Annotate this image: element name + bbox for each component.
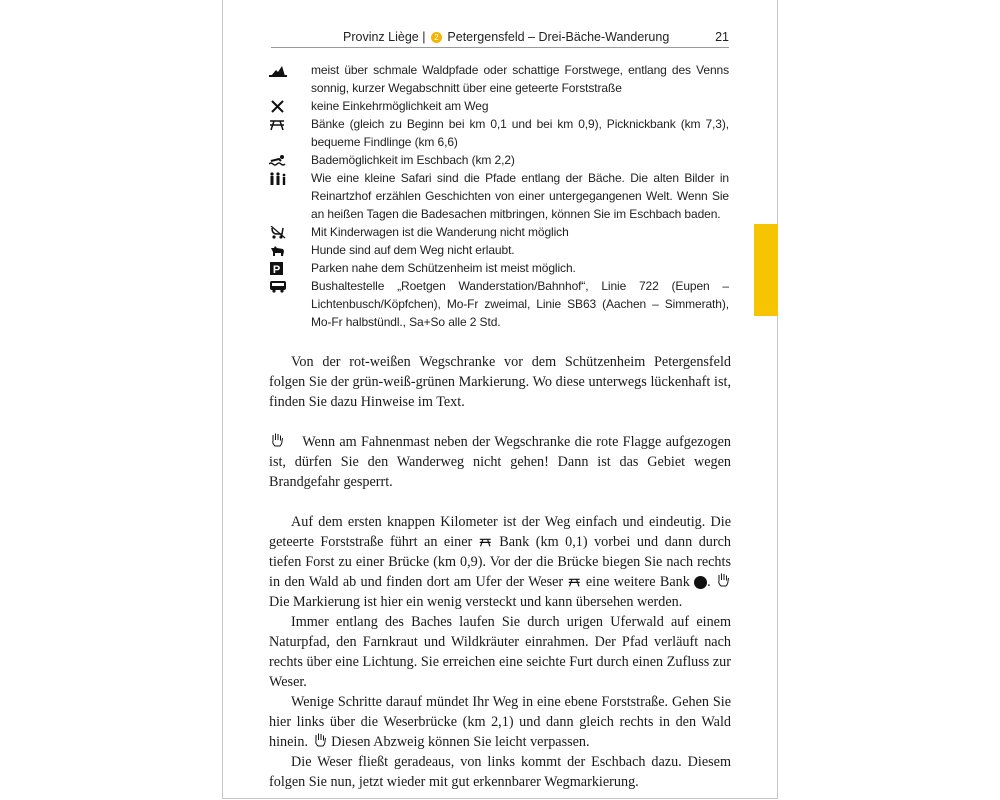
info-item-swim <box>269 151 729 169</box>
hand-warning-icon <box>312 732 328 748</box>
info-text: keine Einkehrmöglichkeit am Weg <box>311 99 489 113</box>
tour-info-list <box>269 61 729 331</box>
info-item-food <box>269 97 729 115</box>
path-icon <box>269 64 287 77</box>
page-number: 21 <box>715 30 729 44</box>
info-text: Bademöglichkeit im Eschbach (km 2,2) <box>311 153 515 167</box>
paragraph-intro: Von der rot-weißen Wegschranke vor dem Schützenheim Petergensfeld folgen Sie der grün-weiß-grünen Markierung. Wo diese unterwegs lückenhaft ist, finden Sie dazu Hinweise im Text. <box>269 354 731 410</box>
text-run: Die Markierung ist hier ein wenig versteckt und kann übersehen werden. <box>269 594 683 610</box>
info-text: Wie eine kleine Safari sind die Pfade entlang der Bäche. Die alten Bilder in Reinartzhof erzählen Geschichten von einer untergegangenen Welt. Wenn Sie an heißen Tagen die Badesachen mitbringen, können Sie im Eschbach baden. <box>311 171 729 221</box>
text-run: Wenige Schritte darauf mündet Ihr Weg in eine ebene Forststraße. Gehen Sie hier links über die Weserbrücke (km 2,1) und dann gleich rechts in den Wald hinein. <box>269 694 731 750</box>
text-run: Auf dem ersten knappen Kilometer ist der Weg einfach und eindeutig. Die geteerte Forststraße führt an einer <box>269 514 731 550</box>
text-run: Bank (km 0,1) vorbei und dann durch tiefen Forst zu einer Brücke (km 0,9). Vor der die Brücke biegen Sie nach rechts in den Wald ab und finden dort am Ufer der Weser <box>269 534 732 590</box>
info-item-parking <box>269 259 729 277</box>
text-run: eine weitere Bank <box>581 574 695 590</box>
bench-icon <box>269 118 287 131</box>
waypoint-marker: 1 <box>694 576 707 589</box>
info-text: Hunde sind auf dem Weg nicht erlaubt. <box>311 243 515 257</box>
header-title <box>343 30 669 44</box>
info-item-bus <box>269 277 729 331</box>
tour-number-badge: 2 <box>431 32 442 43</box>
paragraph-warning <box>269 432 731 492</box>
info-item-dog <box>269 241 729 259</box>
warning-text: Wenn am Fahnenmast neben der Wegschranke die rote Flagge aufgezogen ist, dürfen Sie den Wanderweg nicht gehen! Dann ist das Gebiet wegen Brandgefahr gesperrt. <box>269 434 731 490</box>
paragraph-first-km <box>269 512 731 612</box>
svg-text:P: P <box>272 264 281 275</box>
header-tour-name: Petergensfeld – Drei-Bäche-Wanderung <box>443 30 670 44</box>
bus-icon <box>269 280 287 293</box>
paragraph-forststrasse <box>269 692 731 752</box>
info-text: Parken nahe dem Schützenheim ist meist möglich. <box>311 261 576 275</box>
info-item-stroller <box>269 223 729 241</box>
stroller-icon <box>269 226 287 239</box>
swimmer-icon <box>269 154 287 167</box>
route-description <box>269 352 731 792</box>
info-text: Mit Kinderwagen ist die Wanderung nicht möglich <box>311 225 569 239</box>
paragraph-eschbach: Die Weser fließt geradeaus, von links kommt der Eschbach dazu. Diesem folgen Sie nun, jetzt wieder mit gut erkennbarer Wegmarkierung. <box>269 754 731 790</box>
hand-warning-icon <box>715 572 731 588</box>
info-text: meist über schmale Waldpfade oder schattige Forstwege, entlang des Venns sonnig, kurzer Wegabschnitt über eine geteerte Forststraße <box>311 63 729 95</box>
book-page <box>222 0 778 799</box>
text-run: Diesen Abzweig können Sie leicht verpassen. <box>327 734 590 750</box>
fork-knife-icon <box>269 100 287 113</box>
info-item-bench <box>269 115 729 151</box>
info-item-family <box>269 169 729 223</box>
running-header <box>343 30 729 46</box>
bench-icon <box>568 576 582 588</box>
info-text: Bushaltestelle „Roetgen Wanderstation/Bahnhof“, Linie 722 (Eupen – Lichtenbusch/Köpfchen), Mo-Fr zweimal, Linie SB63 (Aachen – Simmerath), Mo-Fr halbstündl., Sa+So alle 2 Std. <box>311 279 729 329</box>
header-region: Provinz Liège | <box>343 30 429 44</box>
parking-icon <box>269 262 287 275</box>
header-rule <box>271 47 729 48</box>
chapter-thumb-tab <box>754 224 778 316</box>
text-run: . <box>707 574 716 590</box>
bench-icon <box>479 536 493 548</box>
info-text: Bänke (gleich zu Beginn bei km 0,1 und bei km 0,9), Picknickbank (km 7,3), bequeme Findlinge (km 6,6) <box>311 117 729 149</box>
dog-icon <box>269 244 287 257</box>
paragraph-uferwald: Immer entlang des Baches laufen Sie durch urigen Uferwald auf einem Naturpfad, den Farnkraut und Wildkräuter einrahmen. Der Pfad verläuft nach rechts über eine Lichtung. Sie erreichen eine seichte Furt durch einen Zufluss zur Weser. <box>269 614 731 690</box>
hand-warning-icon <box>269 432 285 448</box>
info-item-path <box>269 61 729 97</box>
family-icon <box>269 172 287 185</box>
